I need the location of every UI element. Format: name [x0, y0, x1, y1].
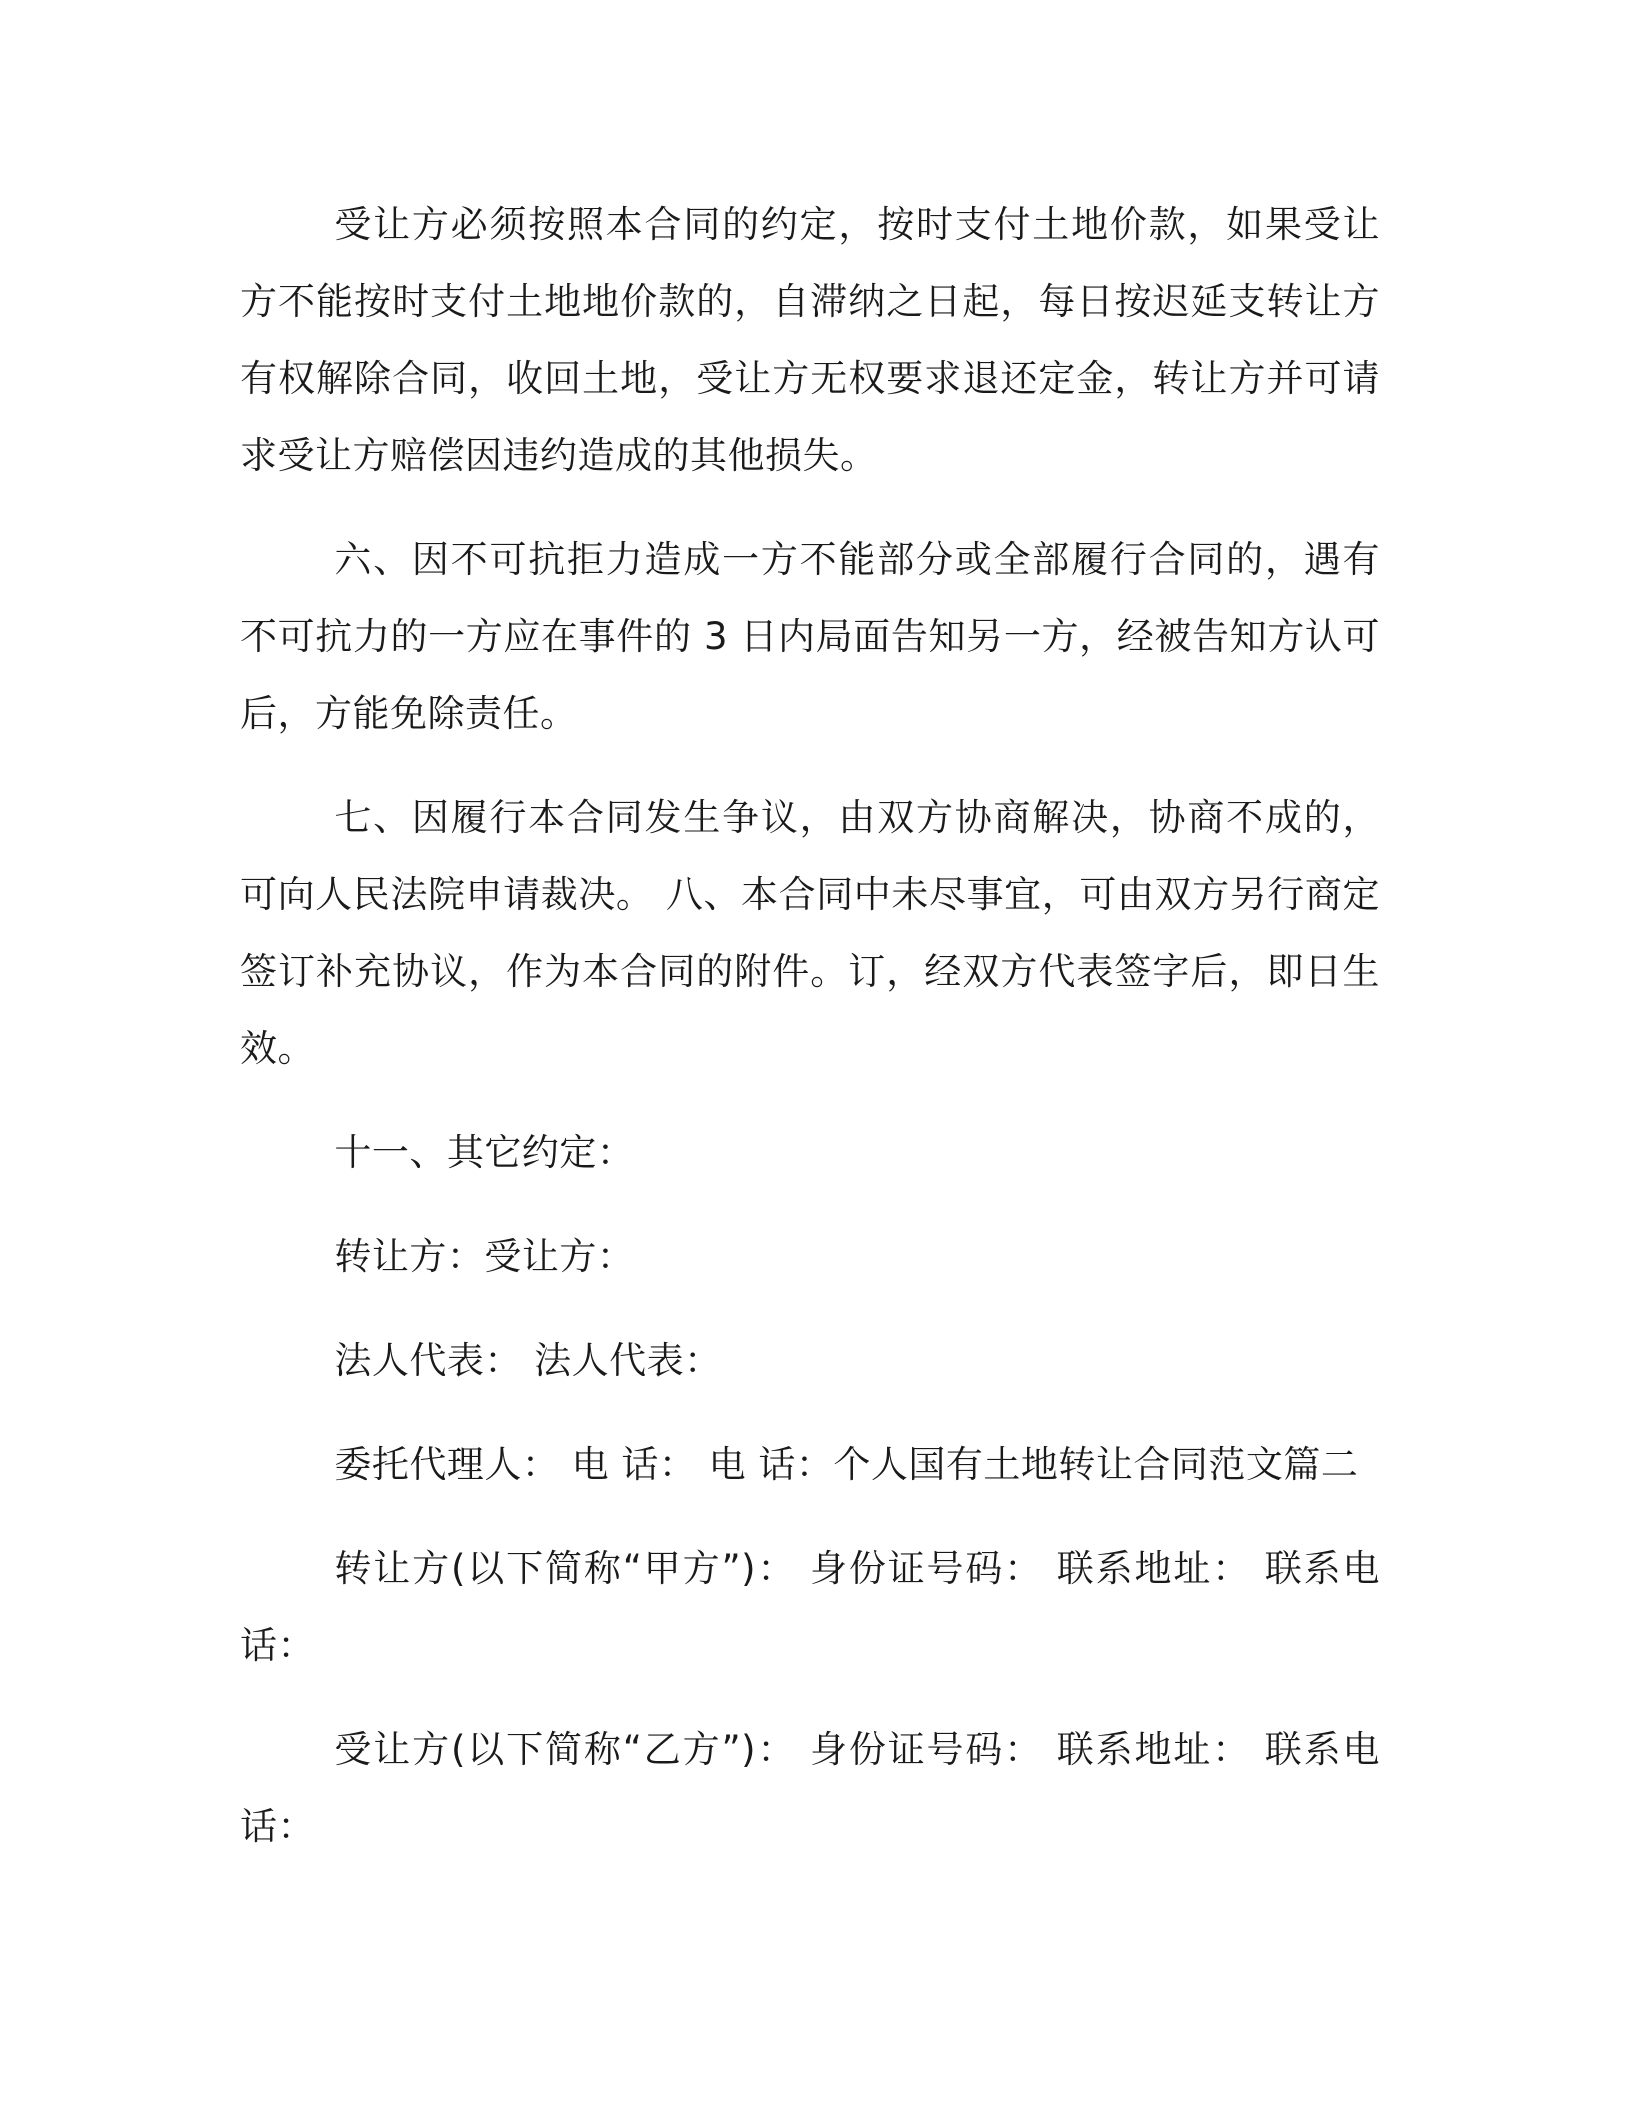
paragraph-dispute-resolution: 七、因履行本合同发生争议，由双方协商解决，协商不成的，可向人民法院申请裁决。 八、本合同中未尽事宜，可由双方另行商定签订补充协议，作为本合同的附件。订，经双方代表签字后，即日生效。: [240, 796, 1380, 1070]
paragraph-force-majeure: 六、因不可抗拒力造成一方不能部分或全部履行合同的，遇有不可抗力的一方应在事件的 3 日内局面告知另一方，经被告知方认可后，方能免除责任。: [240, 538, 1380, 735]
paragraph-party-a-info: 转让方(以下简称“甲方”)： 身份证号码： 联系地址： 联系电话：: [240, 1547, 1380, 1667]
document-body: [240, 186, 1380, 1892]
paragraph-payment-terms: 受让方必须按照本合同的约定，按时支付土地价款，如果受让方不能按时支付土地地价款的，自滞纳之日起，每日按迟延支转让方有权解除合同，收回土地，受让方无权要求退还定金，转让方并可请求受让方赔偿因违约造成的其他损失。: [240, 203, 1380, 477]
paragraph-parties: 转让方：受让方：: [334, 1235, 635, 1278]
paragraph-agent-phone: 委托代理人： 电 话： 电 话：个人国有土地转让合同范文篇二: [334, 1443, 1359, 1486]
paragraph-other-terms: 十一、其它约定：: [334, 1131, 635, 1174]
paragraph-legal-representatives: 法人代表： 法人代表：: [334, 1339, 722, 1382]
paragraph-party-b-info: 受让方(以下简称“乙方”)： 身份证号码： 联系地址： 联系电话：: [240, 1728, 1380, 1848]
